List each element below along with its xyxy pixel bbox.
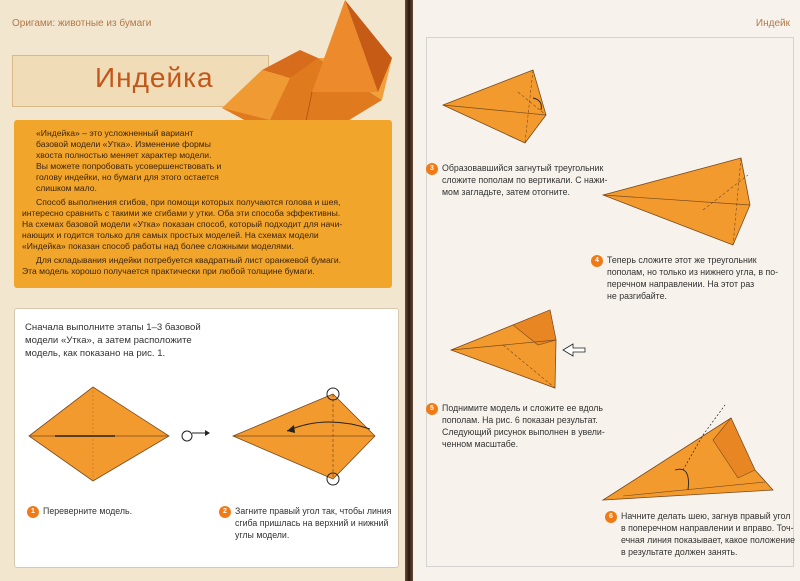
book-gutter bbox=[405, 0, 413, 581]
intro-line: Способ выполнения сгибов, при помощи которых получаются голова и шея, bbox=[36, 197, 341, 207]
step-5-text: Поднимите модель и сложите ее вдоль bbox=[442, 403, 603, 413]
intro-panel bbox=[14, 120, 392, 288]
step-2-text: углы модели. bbox=[235, 530, 290, 540]
intro-line: На схемах базовой модели «Утка» показан способ, который подходит для начи- bbox=[22, 219, 343, 229]
step-3-text: Образовавшийся загнутый треугольник bbox=[442, 163, 604, 173]
step-4-badge: 4 bbox=[591, 255, 603, 267]
intro-line: голову индейки, но бумаги для этого остается bbox=[36, 172, 219, 182]
instructions-intro-line: модели «Утка», а затем расположите bbox=[25, 335, 192, 346]
right-page bbox=[413, 0, 800, 581]
instructions-box bbox=[14, 308, 399, 568]
step-2-text: Загните правый угол так, чтобы линия bbox=[235, 506, 392, 516]
step-1-text: Переверните модель. bbox=[43, 506, 133, 516]
intro-line: нающих и годится только для самых простых моделей. На схемах модели bbox=[22, 230, 319, 240]
step-2-text: сгиба пришлась на верхний и нижний bbox=[235, 518, 389, 528]
intro-line: «Индейка» – это усложненный вариант bbox=[36, 128, 194, 138]
step-6-text: в поперечном направлении и вправо. Точ- bbox=[621, 523, 794, 533]
step-5-text: пополам. На рис. 6 показан результат. bbox=[442, 415, 598, 425]
intro-line: слишком мало. bbox=[36, 183, 97, 193]
step-5-badge: 5 bbox=[426, 403, 438, 415]
instructions-intro-line: модель, как показано на рис. 1. bbox=[25, 348, 166, 359]
right-running-head: Индейк bbox=[755, 18, 790, 29]
intro-line: интересно сравнить с такими же сгибами у утки. Оба эти способа эффективны. bbox=[22, 208, 341, 218]
step-3-text: мом загладьте, затем отогните. bbox=[442, 187, 570, 197]
step-6-badge: 6 bbox=[605, 511, 617, 523]
page-title: Индейка bbox=[95, 62, 214, 93]
step-4-text: не разгибайте. bbox=[607, 291, 667, 301]
step-5-text: ченном масштабе. bbox=[442, 439, 519, 449]
step-5-text: Следующий рисунок выполнен в увели- bbox=[442, 427, 605, 437]
intro-line: «Индейка» показан способ работы над более сложными моделями. bbox=[22, 241, 294, 251]
instructions-intro-line: Сначала выполните этапы 1–3 базовой bbox=[25, 322, 201, 333]
step-4-text: Теперь сложите этот же треугольник bbox=[607, 255, 757, 265]
step-6-text: ечная линия показывает, какое положение bbox=[621, 535, 796, 545]
step-4-text: пополам, но только из нижнего угла, в по- bbox=[607, 267, 779, 277]
step-3-text: сложите пополам по вертикали. С нажи- bbox=[442, 175, 608, 185]
intro-line: Вы можете попробовать усовершенствовать и bbox=[36, 161, 222, 171]
step-3-badge: 3 bbox=[426, 163, 438, 175]
step-6-text: Начните делать шею, загнув правый угол bbox=[621, 511, 791, 521]
intro-line: Для складывания индейки потребуется квадратный лист оранжевой бумаги. bbox=[36, 255, 342, 265]
left-running-head: Оригами: животные из бумаги bbox=[12, 18, 152, 29]
intro-line: хвоста полностью меняет характер модели. bbox=[36, 150, 212, 160]
step-6-text: в результате должен занять. bbox=[621, 547, 738, 557]
step-2-badge: 2 bbox=[219, 506, 231, 518]
step-4-text: перечном направлении. На этот раз bbox=[607, 279, 755, 289]
step-1-badge: 1 bbox=[27, 506, 39, 518]
intro-line: Эта модель хорошо получается практически при любой толщине бумаги. bbox=[22, 266, 315, 276]
intro-line: базовой модели «Утка». Изменение формы bbox=[36, 139, 211, 149]
